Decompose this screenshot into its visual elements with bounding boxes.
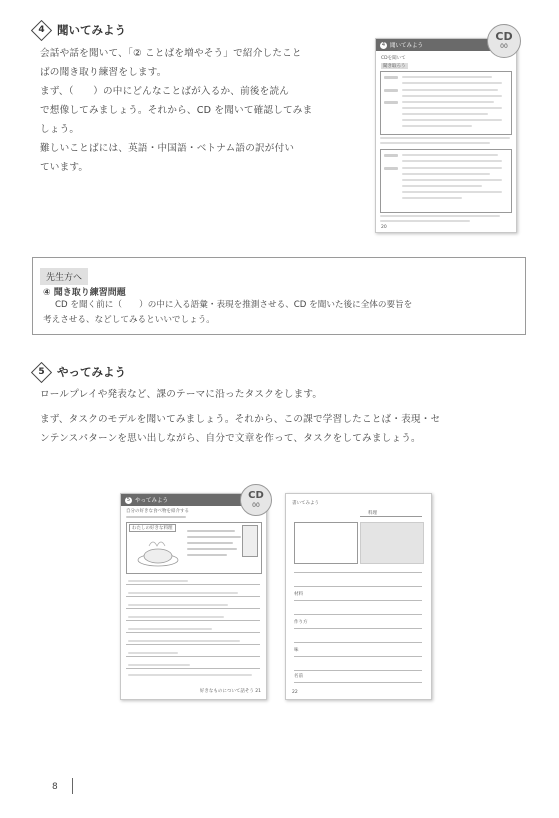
writing-page-thumbnail: 書いてみよう 料理 材料 作り方 味 名前 22 (285, 493, 432, 700)
section-5-title: やってみよう (57, 365, 126, 379)
section-5-line: ロールプレイや発表など、課のテーマに沿ったタスクをします。 (40, 389, 323, 400)
thumbnail-text: 聞き取ろう (383, 64, 406, 69)
thumbnail-page-number: 22 (292, 690, 298, 695)
section-4-line: まず、（ ）の中にどんなことばが入るか、前後を読ん (40, 86, 290, 97)
section-4-line: ています。 (40, 162, 89, 173)
section-4-heading (32, 22, 126, 38)
diamond-number-icon: 4 (381, 41, 386, 48)
section-5-heading (32, 364, 126, 380)
thumbnail-footer: 好きなものについて話そう 21 (199, 689, 261, 694)
section-4-title: 聞いてみよう (57, 23, 126, 37)
section-4-line: 難しいことばには、英語・中国語・ベトナム語の訳が付い (40, 143, 295, 154)
section-5-line: ンテンスパターンを思い出しながら、自分で文章を作って、タスクをしてみましょう。 (40, 433, 421, 444)
teacher-note-line: 考えさせる、などしてみるといいでしょう。 (43, 315, 215, 325)
thumbnail-text: 料理 (368, 511, 377, 516)
section-5-body (40, 385, 530, 448)
teacher-note-line: CD を聞く前に（ ）の中に入る語彙・表現を推測させる、CD を聞いた後に全体の要旨を (55, 300, 413, 310)
thumbnail-text: 書いてみよう (292, 501, 319, 506)
listening-page-thumbnail (375, 38, 517, 233)
teacher-note-body (43, 298, 518, 328)
diamond-number-icon: 5 (126, 496, 131, 503)
section-4-line: ばの聞き取り練習をします。 (40, 67, 167, 78)
section-5-line: まず、タスクのモデルを聞いてみましょう。それから、この課で学習したことば・表現・セ (40, 414, 441, 425)
thumbnail-header: 5 やってみよう (121, 494, 266, 506)
page-number: 8 (52, 782, 58, 792)
section-4-line: しょう。 (40, 124, 80, 135)
diamond-number-icon: 4 (31, 19, 52, 40)
thumbnail-page-number: 20 (381, 225, 387, 230)
teacher-note-subtitle: ④ 聞き取り練習問題 (43, 288, 126, 298)
thumbnail-text: CDを聞いて (381, 56, 406, 61)
thumbnail-grey-box (360, 522, 424, 564)
section-4-body (40, 44, 365, 177)
thumbnail-header: 4 聞いてみよう (376, 39, 516, 51)
section-4-line: で想像してみましょう。それから、CD を聞いて確認してみま (40, 105, 313, 116)
page-number-divider (72, 778, 73, 794)
section-4-line: 会話や話を聞いて、「② ことばを増やそう」で紹介したこと (40, 48, 302, 59)
task-page-thumbnail (120, 493, 267, 700)
thumbnail-text: 自分の好きな食べ物を紹介する (126, 509, 189, 514)
diamond-number-icon: 5 (31, 361, 52, 382)
cd-badge-icon: CD 00 (240, 484, 272, 516)
cd-badge-icon: CD 00 (487, 24, 521, 58)
thumbnail-photo-box (294, 522, 358, 564)
thumbnail-text: わたしの好きな料理 (129, 524, 176, 532)
teacher-note-box (32, 257, 526, 335)
dish-illustration-icon (135, 534, 181, 568)
thumbnail-dialogue-box (380, 149, 512, 213)
teacher-note-label: 先生方へ (40, 268, 88, 285)
